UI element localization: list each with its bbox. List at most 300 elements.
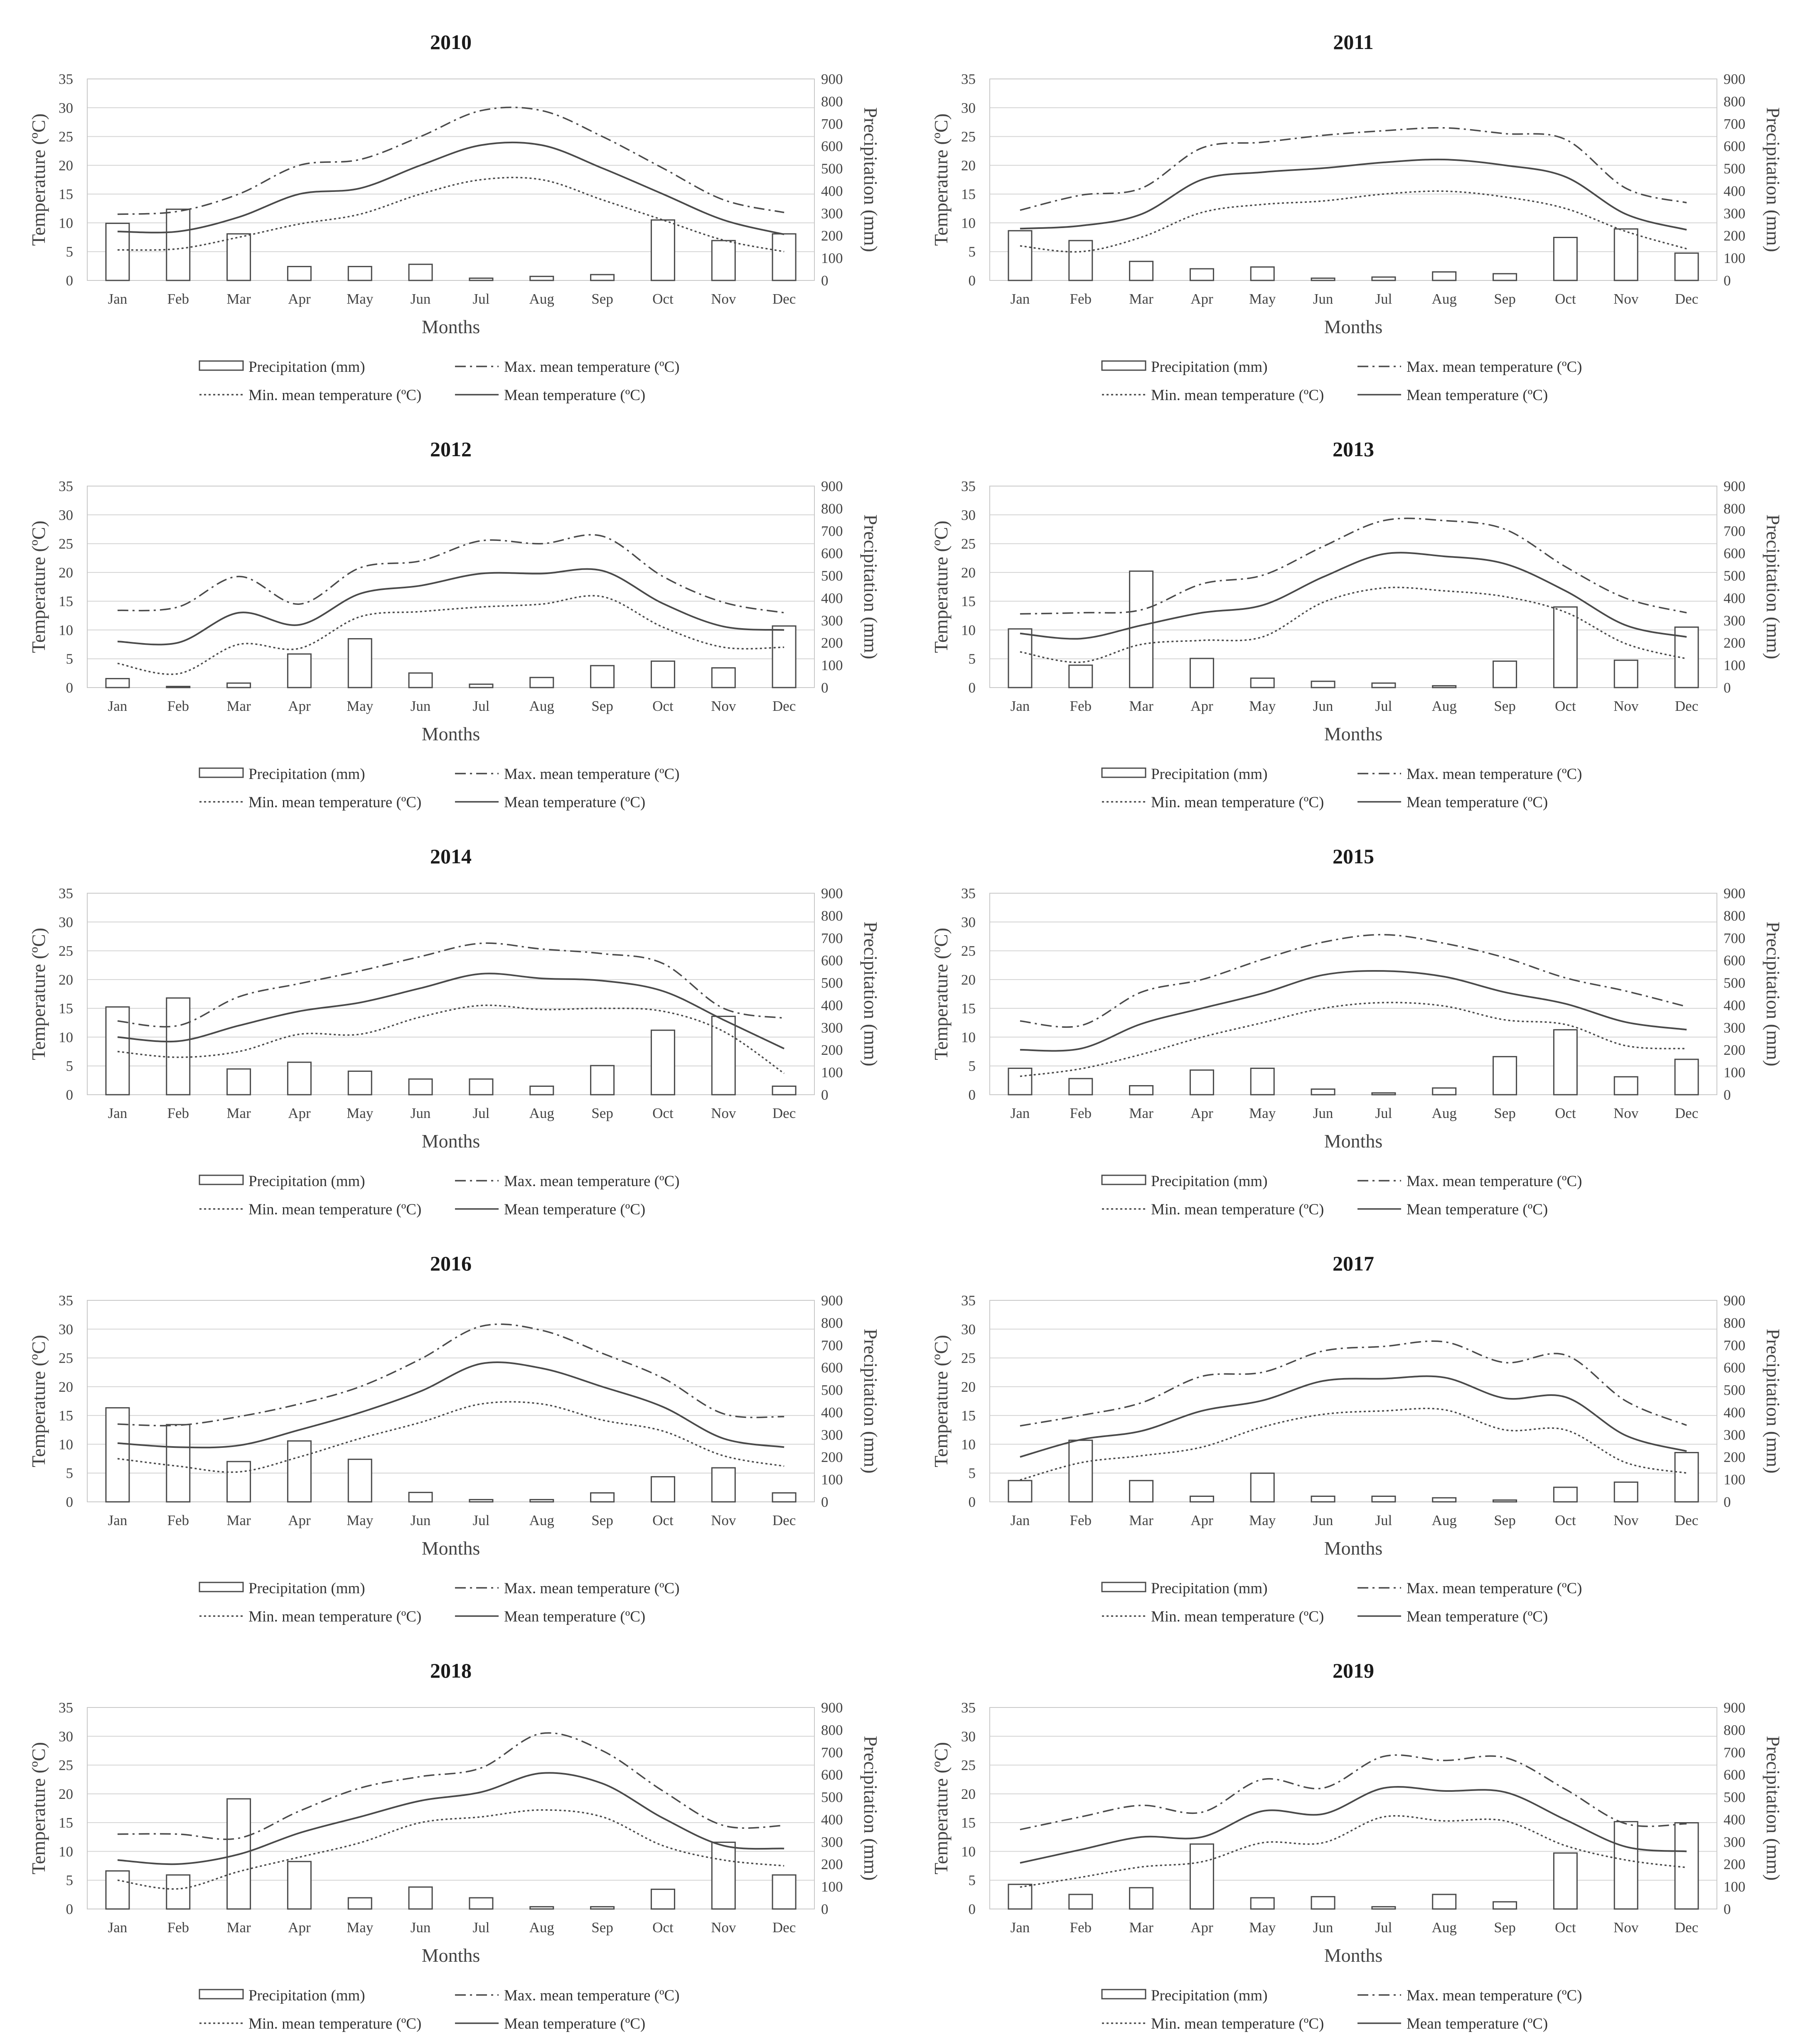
legend-item-max-mean-temperature-c [455, 359, 679, 376]
x-tick-label: Oct [1555, 1919, 1576, 1936]
precipitation-bar [1190, 1496, 1213, 1502]
precipitation-bar [106, 678, 129, 688]
legend-label: Min. mean temperature (ºC) [1151, 387, 1324, 404]
precipitation-bar [1372, 1496, 1395, 1502]
y-left-axis-title: Temperature (ºC) [930, 1742, 952, 1874]
max-mean-temperature-c-line [1020, 128, 1687, 210]
y-left-tick-label: 25 [961, 536, 976, 552]
x-tick-label: Jun [1313, 1512, 1333, 1528]
climate-chart-2010 [0, 0, 902, 407]
x-tick-label: May [1249, 1105, 1276, 1121]
climate-chart-2013 [902, 407, 1805, 814]
x-tick-label: Nov [711, 291, 736, 307]
mean-temperature-c-line [118, 142, 784, 234]
y-left-tick-label: 0 [968, 273, 976, 289]
y-right-tick-label: 600 [821, 1766, 843, 1783]
y-right-tick-label: 700 [1724, 523, 1746, 539]
legend-item-max-mean-temperature-c [1357, 359, 1582, 376]
x-tick-label: May [347, 698, 374, 714]
y-right-tick-label: 0 [1724, 680, 1731, 696]
y-right-tick-label: 800 [1724, 93, 1746, 110]
x-tick-label: Apr [288, 291, 311, 307]
y-left-tick-label: 35 [961, 885, 976, 902]
y-left-tick-label: 20 [59, 971, 73, 988]
legend-swatch [199, 1175, 243, 1184]
x-tick-label: Mar [226, 1512, 251, 1528]
legend-label: Max. mean temperature (ºC) [504, 766, 680, 783]
y-right-tick-label: 200 [1724, 1856, 1746, 1873]
x-tick-label: Sep [1494, 1919, 1516, 1936]
mean-temperature-c-line [118, 569, 784, 645]
x-tick-label: Oct [1555, 1512, 1576, 1528]
precipitation-bar [772, 1875, 796, 1909]
y-right-tick-label: 500 [821, 1789, 843, 1806]
y-right-tick-label: 500 [1724, 1789, 1746, 1806]
y-right-tick-label: 300 [1724, 1834, 1746, 1850]
legend-label: Min. mean temperature (ºC) [248, 1608, 422, 1625]
legend-label: Min. mean temperature (ºC) [1151, 794, 1324, 811]
precipitation-bar [288, 267, 311, 280]
chart-title: 2016 [430, 1252, 472, 1275]
x-tick-label: Dec [772, 698, 796, 714]
precipitation-bar [1008, 1884, 1032, 1909]
x-tick-label: Sep [591, 1105, 613, 1121]
y-left-tick-label: 10 [961, 215, 976, 231]
x-tick-label: Dec [1675, 1919, 1699, 1936]
x-tick-label: Jul [1375, 1105, 1392, 1121]
x-tick-label: Oct [652, 1919, 674, 1936]
precipitation-bar [288, 654, 311, 688]
precipitation-bar [470, 1500, 493, 1502]
x-tick-label: Aug [1431, 1105, 1457, 1121]
x-tick-label: Nov [1613, 698, 1639, 714]
precipitation-bar [1675, 1059, 1698, 1095]
precipitation-bar [1190, 269, 1213, 280]
x-tick-label: Aug [529, 1105, 554, 1121]
x-tick-label: Mar [1129, 291, 1153, 307]
y-left-tick-label: 0 [968, 680, 976, 696]
precipitation-bar [772, 626, 796, 688]
min-mean-temperature-c-line [118, 1005, 784, 1074]
y-right-tick-label: 800 [821, 1722, 843, 1738]
x-tick-label: Mar [1129, 1919, 1153, 1936]
legend-label: Precipitation (mm) [1151, 1580, 1268, 1597]
x-tick-label: Feb [1070, 1919, 1092, 1936]
x-tick-label: Jan [108, 291, 128, 307]
y-left-tick-label: 10 [961, 1436, 976, 1453]
y-left-tick-label: 20 [59, 157, 73, 174]
legend-item-max-mean-temperature-c [1357, 1173, 1582, 1190]
precipitation-bar [1251, 267, 1274, 280]
y-left-tick-label: 10 [961, 1029, 976, 1046]
chart-title: 2010 [430, 30, 472, 54]
legend-swatch [199, 768, 243, 777]
precipitation-bar [772, 234, 796, 280]
y-right-tick-label: 700 [821, 1744, 843, 1761]
precipitation-bar [227, 683, 251, 688]
min-mean-temperature-c-line [118, 1810, 784, 1889]
y-right-tick-label: 200 [821, 1449, 843, 1466]
y-left-tick-label: 10 [59, 215, 73, 231]
precipitation-bar [1190, 1844, 1213, 1909]
chart-title: 2018 [430, 1659, 472, 1682]
y-right-tick-label: 100 [821, 1064, 843, 1081]
y-right-tick-label: 800 [821, 1314, 843, 1331]
plot-frame [990, 486, 1717, 688]
y-left-tick-label: 35 [961, 1700, 976, 1716]
legend-item-precipitation-mm [199, 1987, 365, 2004]
y-left-tick-label: 5 [968, 651, 976, 667]
x-tick-label: Feb [167, 698, 189, 714]
precipitation-bar [1311, 1089, 1335, 1095]
y-right-tick-label: 400 [1724, 590, 1746, 607]
y-right-tick-label: 400 [821, 183, 843, 199]
x-tick-label: Feb [1070, 1105, 1092, 1121]
y-left-tick-label: 25 [961, 128, 976, 145]
legend-item-mean-temperature-c [1357, 794, 1548, 811]
precipitation-bar [651, 1889, 674, 1909]
y-left-tick-label: 25 [59, 128, 73, 145]
y-right-tick-label: 700 [1724, 115, 1746, 132]
precipitation-bar [1069, 665, 1092, 688]
legend-item-precipitation-mm [1102, 766, 1268, 783]
y-right-axis-title: Precipitation (mm) [860, 1736, 881, 1881]
x-axis-title: Months [1324, 1130, 1383, 1152]
precipitation-bar [1069, 1440, 1092, 1502]
precipitation-bar [1251, 678, 1274, 688]
y-right-tick-label: 0 [1724, 1494, 1731, 1510]
precipitation-bar [1069, 241, 1092, 280]
y-left-tick-label: 0 [66, 1901, 73, 1917]
legend-label: Precipitation (mm) [248, 359, 365, 376]
y-right-tick-label: 900 [821, 885, 843, 902]
precipitation-bar [288, 1062, 311, 1095]
legend-label: Precipitation (mm) [248, 766, 365, 783]
precipitation-bar [1493, 661, 1517, 688]
y-left-tick-label: 0 [66, 680, 73, 696]
precipitation-bar [1251, 1068, 1274, 1095]
legend-item-mean-temperature-c [455, 794, 645, 811]
legend-label: Precipitation (mm) [1151, 1987, 1268, 2004]
y-right-tick-label: 600 [1724, 545, 1746, 562]
y-right-axis-title: Precipitation (mm) [1763, 1736, 1784, 1881]
precipitation-bar [1008, 629, 1032, 688]
x-tick-label: May [347, 1105, 374, 1121]
y-left-tick-label: 15 [961, 186, 976, 203]
x-tick-label: Sep [1494, 1105, 1516, 1121]
climate-chart-2012 [0, 407, 902, 814]
y-right-tick-label: 0 [821, 273, 829, 289]
y-left-axis-title: Temperature (ºC) [930, 113, 952, 246]
legend-label: Mean temperature (ºC) [1407, 387, 1548, 404]
precipitation-bar [470, 1898, 493, 1909]
y-right-tick-label: 400 [821, 1811, 843, 1828]
x-tick-label: Jan [1010, 698, 1030, 714]
y-left-tick-label: 15 [961, 1815, 976, 1831]
precipitation-bar [1433, 1498, 1456, 1502]
precipitation-bar [348, 267, 371, 280]
legend-item-precipitation-mm [1102, 1580, 1268, 1597]
y-left-tick-label: 20 [961, 1378, 976, 1395]
x-tick-label: Aug [1431, 291, 1457, 307]
y-right-tick-label: 0 [821, 1494, 829, 1510]
legend-label: Mean temperature (ºC) [504, 387, 646, 404]
x-tick-label: Oct [652, 291, 674, 307]
y-left-tick-label: 30 [59, 1321, 73, 1338]
y-right-tick-label: 400 [821, 1404, 843, 1421]
x-tick-label: Oct [1555, 291, 1576, 307]
plot-frame [990, 1300, 1717, 1502]
x-tick-label: Apr [288, 1919, 311, 1936]
y-right-tick-label: 0 [1724, 273, 1731, 289]
x-tick-label: Nov [711, 698, 736, 714]
precipitation-bar [1130, 1086, 1153, 1095]
x-tick-label: Apr [288, 1512, 311, 1528]
y-left-axis-title: Temperature (ºC) [930, 521, 952, 653]
y-left-tick-label: 5 [66, 243, 73, 260]
precipitation-bar [1372, 277, 1395, 280]
x-tick-label: Nov [1613, 291, 1639, 307]
x-tick-label: Jul [1375, 1512, 1392, 1528]
y-left-tick-label: 10 [961, 1843, 976, 1860]
y-left-tick-label: 15 [59, 1000, 73, 1017]
legend-label: Min. mean temperature (ºC) [248, 794, 422, 811]
x-tick-label: Jul [1375, 1919, 1392, 1936]
x-tick-label: Jul [472, 698, 490, 714]
climate-chart-2019 [902, 1629, 1805, 2036]
y-right-tick-label: 300 [1724, 1427, 1746, 1443]
legend-item-min-mean-temperature-c [1102, 1201, 1324, 1218]
y-left-tick-label: 5 [968, 1058, 976, 1074]
y-right-tick-label: 800 [1724, 907, 1746, 924]
mean-temperature-c-line [1020, 971, 1687, 1051]
y-right-tick-label: 500 [821, 160, 843, 177]
y-left-tick-label: 30 [961, 914, 976, 931]
y-right-tick-label: 200 [821, 635, 843, 651]
legend-label: Max. mean temperature (ºC) [504, 1173, 680, 1190]
x-tick-label: Mar [226, 1919, 251, 1936]
y-left-tick-label: 5 [968, 1465, 976, 1481]
y-left-tick-label: 35 [59, 478, 73, 494]
precipitation-bar [712, 1468, 735, 1502]
precipitation-bar [591, 1907, 614, 1909]
climate-chart-2014 [0, 814, 902, 1221]
legend-label: Precipitation (mm) [1151, 766, 1268, 783]
precipitation-bar [167, 1425, 190, 1502]
y-left-tick-label: 25 [961, 1757, 976, 1774]
y-left-tick-label: 0 [968, 1901, 976, 1917]
max-mean-temperature-c-line [1020, 518, 1687, 614]
legend-item-min-mean-temperature-c [1102, 387, 1324, 404]
x-axis-title: Months [421, 1130, 480, 1152]
y-right-tick-label: 0 [821, 1087, 829, 1103]
min-mean-temperature-c-line [1020, 587, 1687, 662]
x-tick-label: Jan [108, 698, 128, 714]
y-left-tick-label: 15 [961, 593, 976, 610]
precipitation-bar [470, 1079, 493, 1095]
min-mean-temperature-c-line [1020, 1002, 1687, 1076]
precipitation-bar [409, 673, 432, 688]
precipitation-bar [167, 686, 190, 688]
y-left-tick-label: 30 [961, 1728, 976, 1745]
precipitation-bar [712, 241, 735, 280]
y-right-tick-label: 800 [1724, 500, 1746, 517]
y-left-tick-label: 25 [59, 943, 73, 959]
precipitation-bar [651, 661, 674, 688]
x-tick-label: Dec [772, 1105, 796, 1121]
x-tick-label: Aug [529, 1919, 554, 1936]
legend-label: Precipitation (mm) [248, 1173, 365, 1190]
x-tick-label: Oct [652, 1512, 674, 1528]
x-tick-label: Jun [410, 1512, 431, 1528]
precipitation-bar [106, 1408, 129, 1502]
legend-label: Mean temperature (ºC) [1407, 1608, 1548, 1625]
precipitation-bar [1433, 272, 1456, 280]
chart-title: 2019 [1333, 1659, 1374, 1682]
legend-swatch [1102, 768, 1146, 777]
legend-item-mean-temperature-c [455, 2015, 645, 2032]
y-left-tick-label: 15 [59, 1815, 73, 1831]
precipitation-bar [470, 278, 493, 280]
x-tick-label: Jul [1375, 291, 1392, 307]
precipitation-bar [1675, 1823, 1698, 1909]
precipitation-bar [1130, 571, 1153, 688]
precipitation-bar [530, 276, 553, 280]
legend-label: Mean temperature (ºC) [1407, 1201, 1548, 1218]
precipitation-bar [1554, 1853, 1577, 1909]
y-right-tick-label: 500 [821, 568, 843, 584]
y-left-axis-title: Temperature (ºC) [28, 521, 49, 653]
y-right-tick-label: 400 [1724, 997, 1746, 1014]
x-tick-label: Dec [772, 1919, 796, 1936]
x-tick-label: Aug [529, 1512, 554, 1528]
y-left-tick-label: 35 [961, 478, 976, 494]
chart-title: 2013 [1333, 437, 1374, 461]
x-tick-label: Jul [472, 1919, 490, 1936]
x-tick-label: Jul [472, 1105, 490, 1121]
x-tick-label: Aug [1431, 698, 1457, 714]
plot-frame [87, 1300, 814, 1502]
y-left-tick-label: 30 [961, 507, 976, 523]
precipitation-bar [167, 209, 190, 280]
y-right-tick-label: 400 [821, 997, 843, 1014]
x-tick-label: Dec [772, 1512, 796, 1528]
legend-label: Precipitation (mm) [1151, 359, 1268, 376]
x-tick-label: Nov [711, 1512, 736, 1528]
y-right-tick-label: 100 [1724, 250, 1746, 267]
x-axis-title: Months [1324, 723, 1383, 744]
legend-label: Max. mean temperature (ºC) [504, 1580, 680, 1597]
plot-frame [990, 1707, 1717, 1909]
precipitation-bar [530, 678, 553, 688]
y-left-axis-title: Temperature (ºC) [28, 1742, 49, 1874]
min-mean-temperature-c-line [118, 177, 784, 251]
x-tick-label: Sep [1494, 291, 1516, 307]
y-right-tick-label: 0 [1724, 1087, 1731, 1103]
max-mean-temperature-c-line [118, 107, 784, 214]
x-tick-label: Feb [1070, 698, 1092, 714]
min-mean-temperature-c-line [1020, 191, 1687, 252]
x-tick-label: Apr [288, 1105, 311, 1121]
y-right-tick-label: 600 [821, 545, 843, 562]
y-right-tick-label: 700 [1724, 1337, 1746, 1354]
legend-label: Mean temperature (ºC) [504, 1201, 646, 1218]
legend-label: Precipitation (mm) [1151, 1173, 1268, 1190]
legend-swatch [199, 361, 243, 370]
y-left-axis-title: Temperature (ºC) [28, 928, 49, 1060]
x-tick-label: Aug [1431, 1512, 1457, 1528]
y-left-tick-label: 5 [968, 243, 976, 260]
plot-frame [990, 79, 1717, 280]
legend-item-precipitation-mm [1102, 1173, 1268, 1190]
y-right-tick-label: 0 [821, 1901, 829, 1917]
x-tick-label: Nov [711, 1105, 736, 1121]
x-tick-label: Nov [1613, 1919, 1639, 1936]
x-tick-label: Mar [226, 1105, 251, 1121]
legend-item-precipitation-mm [199, 359, 365, 376]
precipitation-bar [1433, 686, 1456, 688]
chart-title: 2017 [1333, 1252, 1374, 1275]
legend-swatch [1102, 1990, 1146, 1999]
precipitation-bar [1554, 1487, 1577, 1502]
y-right-tick-label: 900 [1724, 1292, 1746, 1309]
y-left-tick-label: 5 [66, 1465, 73, 1481]
climate-chart-2016 [0, 1221, 902, 1629]
mean-temperature-c-line [118, 1362, 784, 1447]
precipitation-bar [1614, 1482, 1638, 1502]
precipitation-bar [106, 1007, 129, 1095]
legend-label: Mean temperature (ºC) [504, 2015, 646, 2032]
y-right-axis-title: Precipitation (mm) [1763, 107, 1784, 252]
legend-item-precipitation-mm [199, 766, 365, 783]
precipitation-bar [1069, 1079, 1092, 1095]
x-tick-label: Dec [1675, 1512, 1699, 1528]
legend-swatch [1102, 1582, 1146, 1592]
precipitation-bar [1372, 683, 1395, 688]
y-right-tick-label: 200 [1724, 1042, 1746, 1059]
x-axis-title: Months [421, 316, 480, 337]
precipitation-bar [1675, 1452, 1698, 1502]
y-right-tick-label: 100 [821, 1879, 843, 1895]
y-left-tick-label: 30 [961, 100, 976, 116]
y-left-tick-label: 10 [59, 622, 73, 639]
max-mean-temperature-c-line [118, 943, 784, 1027]
x-tick-label: Jan [108, 1512, 128, 1528]
precipitation-bar [1008, 1068, 1032, 1095]
precipitation-bar [1311, 681, 1335, 688]
precipitation-bar [409, 1887, 432, 1909]
y-right-tick-label: 400 [1724, 1811, 1746, 1828]
legend-item-precipitation-mm [199, 1580, 365, 1597]
mean-temperature-c-line [1020, 160, 1687, 230]
y-left-tick-label: 25 [961, 943, 976, 959]
legend-label: Max. mean temperature (ºC) [504, 359, 680, 376]
precipitation-bar [1614, 229, 1638, 280]
y-left-tick-label: 35 [59, 885, 73, 902]
legend-item-mean-temperature-c [1357, 2015, 1548, 2032]
y-left-tick-label: 35 [59, 71, 73, 87]
x-tick-label: Mar [1129, 1105, 1153, 1121]
y-left-tick-label: 20 [59, 1786, 73, 1802]
x-tick-label: Jan [1010, 1105, 1030, 1121]
y-right-tick-label: 400 [1724, 183, 1746, 199]
y-right-tick-label: 500 [1724, 568, 1746, 584]
y-left-tick-label: 10 [59, 1843, 73, 1860]
precipitation-bar [1130, 1888, 1153, 1909]
legend-item-max-mean-temperature-c [1357, 766, 1582, 783]
precipitation-bar [470, 684, 493, 688]
y-left-tick-label: 25 [961, 1350, 976, 1366]
